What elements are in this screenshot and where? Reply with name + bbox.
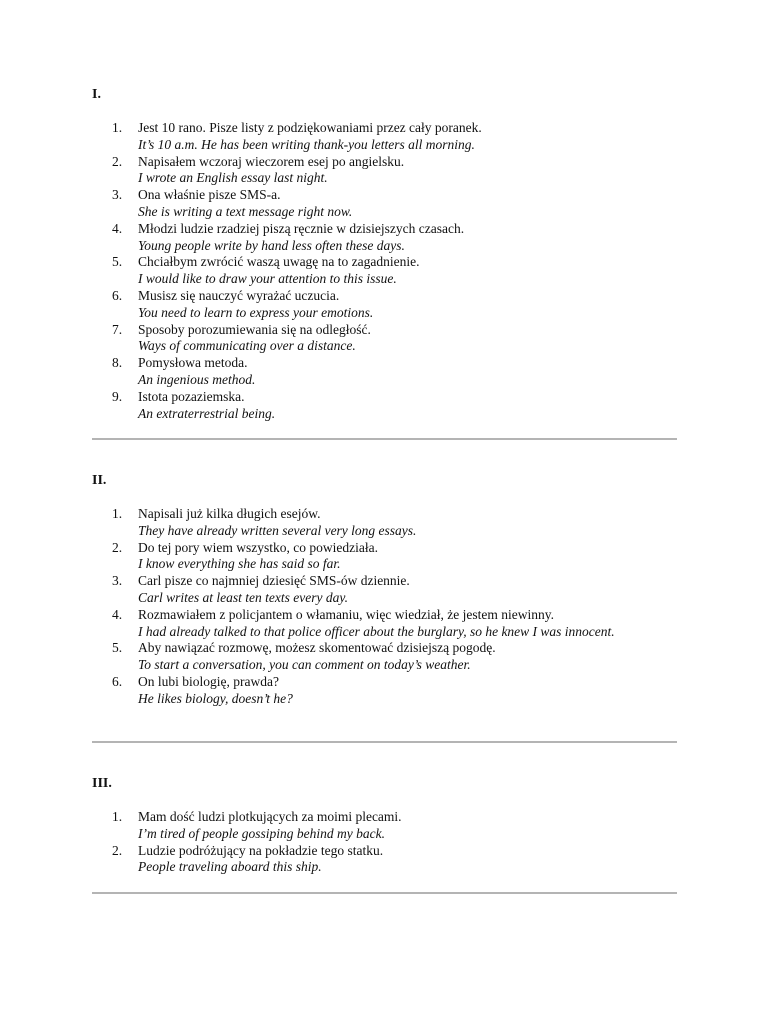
section-heading: III.	[92, 776, 112, 791]
english-translation: It’s 10 a.m. He has been writing thank-you letters all morning.	[138, 136, 475, 152]
english-translation: You need to learn to express your emotions.	[138, 304, 374, 320]
list-item	[92, 254, 677, 288]
english-translation: I would like to draw your attention to this issue.	[138, 271, 397, 287]
list-item	[92, 355, 677, 389]
english-translation: Carl writes at least ten texts every day.	[138, 589, 348, 605]
list-item	[92, 389, 677, 423]
section-heading: I.	[92, 87, 101, 102]
list-item	[92, 288, 677, 322]
list-item	[92, 187, 677, 221]
polish-sentence: Chciałbym zwrócić waszą uwagę na to zagadnienie.	[138, 254, 420, 270]
item-number: 1.	[112, 506, 123, 521]
section-2	[92, 473, 677, 708]
item-number: 7.	[112, 321, 123, 337]
list-item	[92, 154, 677, 188]
polish-sentence: Ludzie podróżujący na pokładzie tego statku.	[138, 842, 384, 858]
item-number: 3.	[112, 187, 123, 203]
english-translation: An ingenious method.	[138, 371, 256, 387]
sentence-list	[92, 120, 677, 422]
list-item	[92, 221, 677, 255]
polish-sentence: Carl pisze co najmniej dziesięć SMS-ów dziennie.	[138, 573, 410, 589]
item-number: 5.	[112, 254, 123, 270]
list-item	[92, 540, 677, 574]
english-translation: He likes biology, doesn’t he?	[138, 690, 293, 706]
item-number: 9.	[112, 388, 123, 404]
section-divider	[92, 438, 677, 440]
polish-sentence: Napisali już kilka długich esejów.	[138, 506, 321, 521]
polish-sentence: Musisz się nauczyć wyrażać uczucia.	[138, 287, 340, 303]
section-divider	[92, 741, 677, 743]
item-number: 5.	[112, 640, 123, 656]
item-number: 1.	[112, 120, 123, 135]
polish-sentence: Napisałem wczoraj wieczorem esej po angielsku.	[138, 153, 405, 169]
list-item	[92, 120, 677, 154]
list-item	[92, 322, 677, 356]
polish-sentence: Jest 10 rano. Pisze listy z podziękowaniami przez cały poranek.	[138, 120, 482, 135]
polish-sentence: Młodzi ludzie rzadziej piszą ręcznie w dzisiejszych czasach.	[138, 220, 465, 236]
item-number: 6.	[112, 287, 123, 303]
item-number: 2.	[112, 842, 123, 858]
item-number: 6.	[112, 673, 123, 689]
list-item	[92, 640, 677, 674]
english-translation: I’m tired of people gossiping behind my back.	[138, 825, 385, 841]
item-number: 1.	[112, 809, 123, 824]
polish-sentence: Istota pozaziemska.	[138, 388, 245, 404]
item-number: 4.	[112, 220, 123, 236]
list-item	[92, 573, 677, 607]
sentence-list	[92, 809, 677, 876]
list-item	[92, 506, 677, 540]
english-translation: She is writing a text message right now.	[138, 203, 353, 219]
english-translation: I wrote an English essay last night.	[138, 170, 328, 186]
english-translation: People traveling aboard this ship.	[138, 859, 322, 875]
section-1	[92, 87, 677, 422]
section-heading: II.	[92, 473, 107, 488]
polish-sentence: Mam dość ludzi plotkujących za moimi plecami.	[138, 809, 402, 824]
polish-sentence: Do tej pory wiem wszystko, co powiedziała.	[138, 539, 378, 555]
english-translation: Young people write by hand less often these days.	[138, 237, 405, 253]
section-divider	[92, 892, 677, 894]
polish-sentence: Rozmawiałem z policjantem o włamaniu, więc wiedział, że jestem niewinny.	[138, 606, 554, 622]
polish-sentence: Sposoby porozumiewania się na odległość.	[138, 321, 371, 337]
item-number: 3.	[112, 573, 123, 589]
sentence-list	[92, 506, 677, 708]
item-number: 2.	[112, 153, 123, 169]
english-translation: I know everything she has said so far.	[138, 556, 341, 572]
polish-sentence: On lubi biologię, prawda?	[138, 673, 279, 689]
english-translation: I had already talked to that police officer about the burglary, so he knew I was innocent.	[138, 623, 615, 639]
english-translation: An extraterrestrial being.	[138, 405, 276, 421]
list-item	[92, 674, 677, 708]
english-translation: They have already written several very long essays.	[138, 522, 417, 538]
english-translation: Ways of communicating over a distance.	[138, 338, 356, 354]
english-translation: To start a conversation, you can comment on today’s weather.	[138, 657, 471, 673]
polish-sentence: Aby nawiązać rozmowę, możesz skomentować dzisiejszą pogodę.	[138, 640, 496, 656]
list-item	[92, 809, 677, 843]
polish-sentence: Ona właśnie pisze SMS-a.	[138, 187, 281, 203]
item-number: 8.	[112, 355, 123, 371]
item-number: 4.	[112, 606, 123, 622]
list-item	[92, 607, 677, 641]
item-number: 2.	[112, 539, 123, 555]
section-3	[92, 776, 677, 876]
polish-sentence: Pomysłowa metoda.	[138, 355, 248, 371]
list-item	[92, 843, 677, 877]
